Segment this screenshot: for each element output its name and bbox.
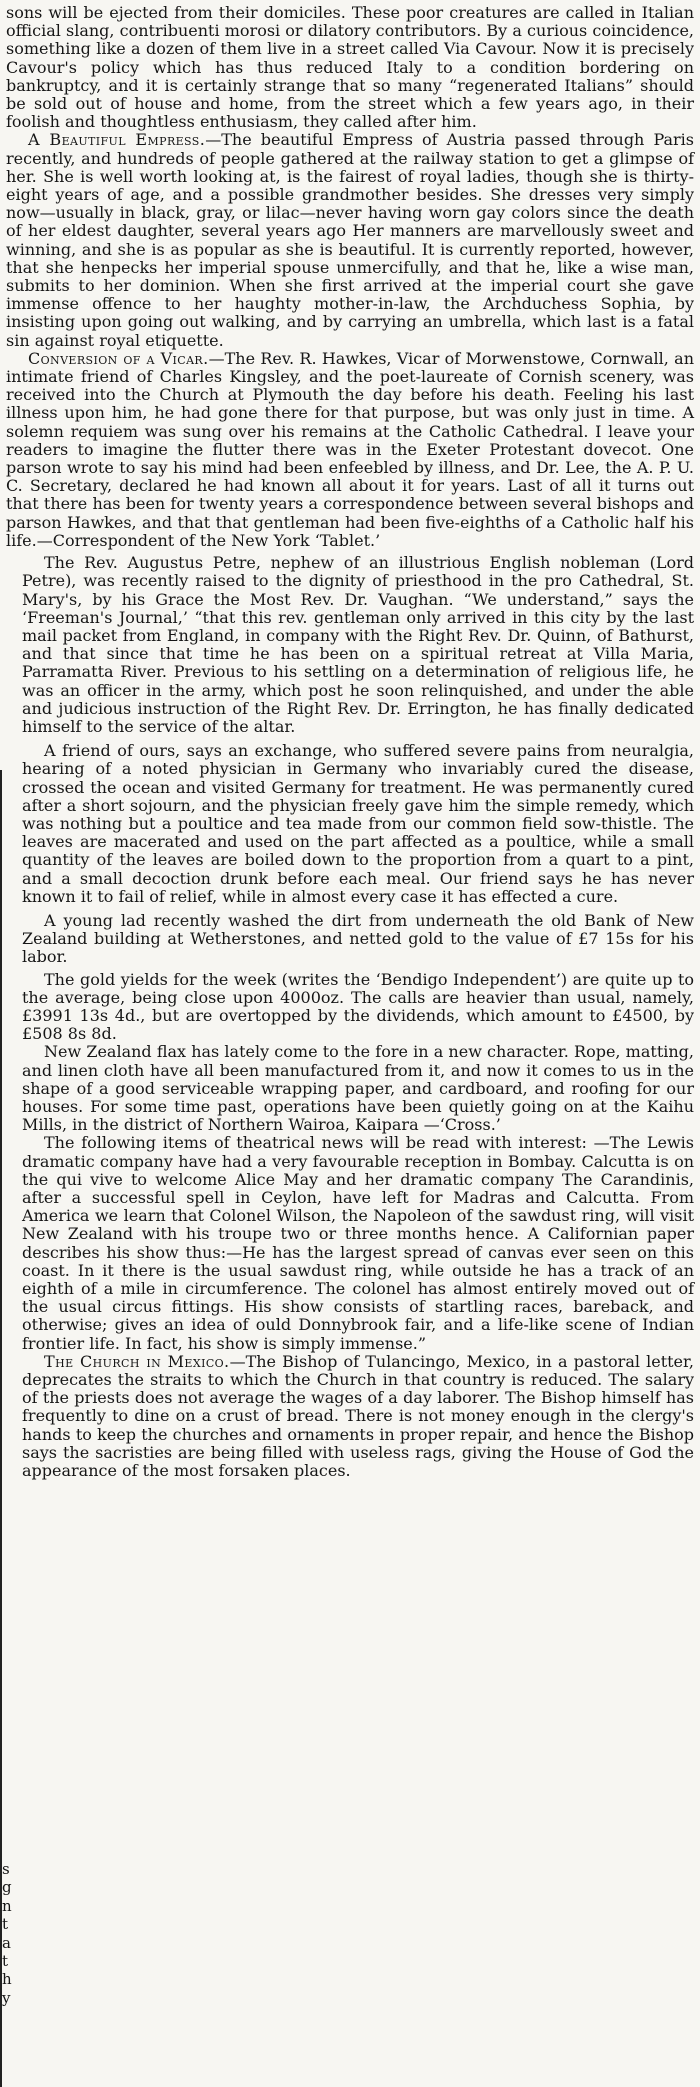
paragraph-vicar	[6, 350, 694, 550]
paragraph-petre: The Rev. Augustus Petre, nephew of an illustrious English nobleman (Lord Petre), was recently raised to the dignity of priesthood in the pro Cathedral, St. Mary's, by his Grace the Most Rev. Dr. Vaughan. “We understand,” says the ‘Freeman's Journal,’ “that this rev. gentleman only arrived in this city by the last mail packet from England, in company with the Right Rev. Dr. Quinn, of Bathurst, and that since that time he has been on a spiritual retreat at Villa Maria, Parramatta River. Previous to his settling on a determination of religious life, he was an officer in the army, which post he soon relinquished, and under the able and judicious instruction of the Right Rev. Dr. Errington, he has finally dedicated himself to the service of the altar.	[22, 553, 694, 736]
paragraph-empress	[6, 131, 694, 349]
paragraph-theatrical: The following items of theatrical news will be read with interest: —The Lewis dramatic company have had a very favourable reception in Bombay. Calcutta is on the qui vive to welcome Alice May and her dramatic company The Carandinis, after a successful spell in Ceylon, have left for Madras and Calcutta. From America we learn that Colonel Wilson, the Napoleon of the sawdust ring, will visit New Zealand with his troupe two or three months hence. A Californian paper describes his show thus:—He has the largest spread of canvas ever seen on this coast. In it there is the usual sawdust ring, while outside he has a track of an eighth of a mile in circumference. The colonel has almost entirely moved out of the usual circus fittings. His show consists of startling races, bareback, and otherwise; gives an idea of ould Donnybrook fair, and a life-like scene of Indian frontier life. In fact, his show is simply immense.”	[22, 1133, 694, 1353]
paragraph-neuralgia: A friend of ours, says an exchange, who suffered severe pains from neuralgia, hearing of a noted physician in Germany who invariably cured the disease, crossed the ocean and visited Germany for treatment. He was permanently cured after a short sojourn, and the physician freely gave him the simple remedy, which was nothing but a poultice and tea made from our common field sow-thistle. The leaves are macerated and used on the part affected as a poultice, while a small quantity of the leaves are boiled down to the proportion from a quart to a pint, and a small decoction drunk before each meal. Our friend says he has never known it to fail of relief, while in almost every case it has effected a cure.	[22, 741, 694, 906]
paragraph-flax: New Zealand flax has lately come to the fore in a new character. Rope, matting, and linen cloth have all been manufactured from it, and now it comes to us in the shape of a good serviceable wrapping paper, and cardboard, and roofing for our houses. For some time past, operations have been quietly going on at the Kaihu Mills, in the district of Northern Wairoa, Kaipara —‘Cross.’	[22, 1042, 694, 1135]
body-mexico: —The Bishop of Tulancingo, Mexico, in a pastoral letter, deprecates the straits to which the Church in that country is reduced. The salary of the priests does not average the wages of a day laborer. The Bishop himself has frequently to dine on a crust of bread. There is not money enough in the clergy's hands to keep the churches and ornaments in proper repair, and hence the Bishop says the sacristies are being filled with useless rags, giving the House of God the appearance of the most forsaken places.	[22, 1351, 694, 1481]
body-vicar: —The Rev. R. Hawkes, Vicar of Morwenstowe, Cornwall, an intimate friend of Charles Kingsley, and the poet-laureate of Cornish scenery, was received into the Church at Plymouth the day before his death. Feeling his last illness upon him, he had gone there for that purpose, but was only just in time. A solemn requiem was sung over his remains at the Catholic Cathedral. I leave your readers to imagine the flutter there was in the Exeter Protestant dovecot. One parson wrote to say his mind had been enfeebled by illness, and Dr. Lee, the A. P. U. C. Secretary, declared he had known all about it for years. Last of all it turns out that there has been for twenty years a correspondence between several bishops and parson Hawkes, and that that gentleman had been five-eighths of a Catholic half his life.—Correspondent of the New York ‘Tablet.’	[6, 348, 694, 550]
paragraph-cavour: sons will be ejected from their domiciles. These poor creatures are called in Italian official slang, contribuenti morosi or dilatory contributors. By a curious coincidence, something like a dozen of them live in a street called Via Cavour. Now it is precisely Cavour's policy which has thus reduced Italy to a condition bordering on bankruptcy, and it is certainly strange that so many “regenerated Italians” should be sold out of house and home, from the street which a few years ago, in their foolish and thoughtless enthusiasm, they called after him.	[6, 3, 694, 132]
body-empress: —The beautiful Empress of Austria passed through Paris recently, and hundreds of people gathered at the railway station to get a glimpse of her. She is well worth looking at, is the fairest of royal ladies, though she is thirty-eight years of age, and a possible grandmother besides. She dresses very simply now—usually in black, gray, or lilac—never having worn gay colors since the death of her eldest daughter, several years ago Her manners are marvellously sweet and winning, and she is as popular as she is beautiful. It is currently reported, however, that she henpecks her imperial spouse unmercifully, and that he, like a wise man, submits to her dominion. When she first arrived at the imperial court she gave immense offence to her haughty mother-in-law, the Archduchess Sophia, by insisting upon going out walking, and by carrying an umbrella, which last is a fatal sin against royal etiquette.	[6, 130, 695, 350]
margin-fragments: s g n t a t h y	[2, 1860, 12, 2007]
paragraph-gold: The gold yields for the week (writes the ‘Bendigo Independent’) are quite up to the average, being close upon 4000oz. The calls are heavier than usual, namely, £3991 13s 4d., but are overtopped by the dividends, which amount to £4500, by £508 8s 8d.	[22, 969, 694, 1044]
paragraph-mexico	[6, 1353, 694, 1480]
paragraph-lad: A young lad recently washed the dirt from underneath the old Bank of New Zealand building at Wetherstones, and netted gold to the value of £7 15s for his labor.	[22, 910, 694, 967]
heading-empress: A Beautiful Empress.	[28, 130, 206, 150]
heading-mexico: The Church in Mexico.	[44, 1351, 230, 1371]
heading-vicar: Conversion of a Vicar.	[28, 348, 209, 368]
